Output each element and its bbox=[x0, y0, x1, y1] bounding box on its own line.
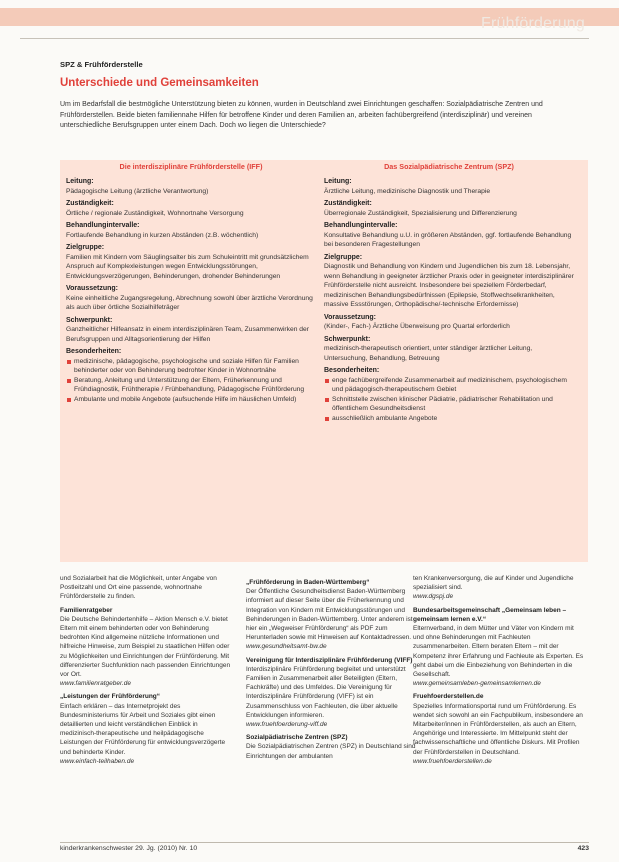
page-footer bbox=[60, 845, 589, 857]
resource-column-2 bbox=[246, 574, 421, 761]
section-title: Frühförderung bbox=[481, 15, 585, 32]
section-heading: Leitung: bbox=[324, 178, 352, 185]
comparison-column-iff bbox=[66, 160, 316, 404]
bullet-item: enge fachübergreifende Zusammenarbeit auf medizinischem, psychologischem und pädagogisch-therapeutischem Gebiet bbox=[324, 376, 574, 395]
article-headline: Unterschiede und Gemeinsamkeiten bbox=[60, 77, 259, 89]
resource-heading: Vereinigung für Interdisziplinäre Frühförderung (VIFF) bbox=[246, 656, 413, 664]
comparison-section bbox=[324, 199, 574, 218]
section-text: Familien mit Kindern vom Säuglingsalter bis zum Schuleintritt mit grundsätzlichem Anspruch auf Komplexleistungen wegen Entwicklungsstörungen, Entwicklungsverzögerungen, Behinderungen, drohender Behinderungen bbox=[66, 253, 309, 280]
article-intro: Um im Bedarfsfall die bestmögliche Unterstützung bieten zu können, wurden in Deutschland zwei Einrichtungen geschaffen: Sozialpädiatrische Zentren und Frühförderstellen. Beide bieten familiennahe Hilfen für betroffene Kinder und deren Familien an, arbeiten fachübergreifend (interdisziplinär) und vereinen unterschiedliche Berufsgruppen unter einem Dach. Doch wo liegen die Unterschiede? bbox=[60, 101, 543, 129]
resource-url[interactable]: www.gemeinsamleben-gemeinsamlernen.de bbox=[413, 680, 541, 688]
resource-text: Elternverband, in dem Mütter und Väter von Kindern mit und ohne Behinderungen mit Fachleuten zusammenarbeiten. Eltern beraten Eltern – mit der Kompetenz ihrer Erfahrung und Fachleute als Experten. Es geht dabei um die Einbeziehung von Behinderten in die Gesellschaft. bbox=[413, 625, 584, 679]
column-title: Das Sozialpädiatrische Zentrum (SPZ) bbox=[384, 162, 514, 171]
resource-column-1 bbox=[60, 574, 235, 766]
comparison-section bbox=[66, 243, 316, 281]
article-kicker: SPZ & Frühförderstelle bbox=[60, 60, 143, 69]
comparison-section bbox=[324, 221, 574, 250]
resource-text: Interdisziplinäre Frühförderung begleitet und unterstützt Familien in Zusammenarbeit aller Beteiligten (Eltern, Fachkräfte) und des Umfeldes. Die Vereinigung für Interdisziplinäre Frühförderung (VIFF) ist ein Zusammenschluss von Fachleuten, die über aktuelle Entwicklungen informieren. bbox=[246, 665, 406, 719]
resource-url[interactable]: www.gesundheitsamt-bw.de bbox=[246, 643, 327, 651]
section-header bbox=[0, 8, 619, 32]
resource-url[interactable]: www.dgspj.de bbox=[413, 593, 454, 601]
section-heading: Voraussetzung: bbox=[324, 313, 376, 321]
footer-rule bbox=[60, 842, 589, 843]
resource-heading: Familienratgeber bbox=[60, 606, 113, 614]
comparison-section bbox=[66, 221, 316, 240]
bullet-list bbox=[66, 357, 316, 405]
resource-heading: Sozialpädiatrische Zentren (SPZ) bbox=[246, 734, 348, 742]
resource-text: und Sozialarbeit hat die Möglichkeit, unter Angabe von Postleitzahl und Ort eine passende, wohnortnahe Frühförderstelle zu finden. bbox=[60, 575, 217, 601]
resource-url[interactable]: www.familienratgeber.de bbox=[60, 680, 131, 688]
comparison-box bbox=[60, 160, 588, 562]
section-heading: Zuständigkeit: bbox=[324, 200, 372, 207]
bullet-list bbox=[324, 376, 574, 424]
resource-text: Der Öffentliche Gesundheitsdienst Baden-Württemberg informiert auf dieser Seite über die Früherkennung und Integration von Kindern mit Entwicklungsstörungen und Behinderungen in Baden-Württemberg. Unter anderem ist hier ein „Wegweiser Frühförderung“ als PDF zum Herunterladen sowie mit Hinweisen auf Kontaktadressen. bbox=[246, 588, 413, 642]
resource-heading: Bundesarbeitsgemeinschaft „Gemeinsam leben – gemeinsam lernen e.V.“ bbox=[413, 606, 567, 623]
comparison-section bbox=[324, 313, 574, 332]
section-heading: Besonderheiten: bbox=[66, 348, 122, 355]
section-heading: Schwerpunkt: bbox=[324, 335, 371, 343]
resource-text: Spezielles Informationsportal rund um Frühförderung. Es wendet sich sowohl an ein Fachpublikum, insbesondere an Mitarbeiter/innen in Frühförderstellen, als auch an Eltern, Angehörige und Interessierte. Im Mittelpunkt steht der fachwissenschaftliche und öffentliche Diskurs. Mit Profilen der Frühförderstellen in Deutschland. bbox=[413, 702, 583, 756]
section-heading: Voraussetzung: bbox=[66, 285, 118, 292]
comparison-section bbox=[66, 177, 316, 196]
bullet-item: Ambulante und mobile Angebote (aufsuchende Hilfe im häuslichen Umfeld) bbox=[66, 395, 316, 405]
resource-url[interactable]: www.fruehfoerderstellen.de bbox=[413, 757, 492, 765]
comparison-section bbox=[324, 177, 574, 196]
section-text: (Kinder-, Fach-) Ärztliche Überweisung pro Quartal erforderlich bbox=[324, 323, 510, 330]
section-text: Fortlaufende Behandlung in kurzen Abständen (z.B. wöchentlich) bbox=[66, 231, 259, 239]
comparison-section bbox=[324, 366, 574, 423]
section-heading: Leitung: bbox=[66, 178, 94, 185]
comparison-section bbox=[66, 347, 316, 404]
section-heading: Besonderheiten: bbox=[324, 367, 380, 374]
comparison-section bbox=[324, 253, 574, 310]
section-text: Diagnostik und Behandlung von Kindern und Jugendlichen bis zum 18. Lebensjahr, wenn Behandlung in geeigneter ärztlicher Praxis oder in geeigneter interdisziplinärer Frühförderstelle nicht ausreicht. Insbesondere bei speziellem Förderbedarf, medizinischen Behandlungsbedürfnissen (Epilepsie, Stoffwechselkrankheiten, massive Essstörungen, Orthopädische/-technische Erfordernisse) bbox=[324, 263, 574, 308]
section-heading: Behandlungintervalle: bbox=[324, 222, 398, 229]
resource-text: Die Sozialpädiatrischen Zentren (SPZ) in Deutschland sind Einrichtungen der ambulanten bbox=[246, 743, 416, 760]
resource-heading: „Frühförderung in Baden-Württemberg“ bbox=[246, 579, 370, 586]
comparison-column-spz bbox=[324, 160, 574, 423]
section-text: Ganzheitlicher Hilfeansatz in einem interdisziplinären Team, Zusammenwirken der Berufsgruppen und Alltagsorientierung der Hilfen bbox=[66, 326, 309, 343]
comparison-section bbox=[66, 199, 316, 218]
section-heading: Zielgruppe: bbox=[66, 244, 105, 251]
resource-text: Einfach erklären – das Internetprojekt des Bundesministeriums für Arbeit und Soziales gibt einen detaillierten und leicht verständlichen Einblick in medizinisch-therapeutische und heilpädagogische Leistungen der Frühförderung für entwicklungsverzögerte und behinderte Kinder. bbox=[60, 702, 226, 756]
resource-text: Die Deutsche Behindertenhilfe – Aktion Mensch e.V. bietet Eltern mit einem behinderten oder von Behinderung bedrohten Kind allgemeine nützliche Informationen und hilfreiche Hinweise, zum Beispiel zu staatlichen Hilfen oder zu Möglichkeiten und Einrichtungen der Frühförderung. Mit differenzierter Suchfunktion nach passenden Einrichtungen vor Ort. bbox=[60, 615, 231, 679]
section-text: Konsultative Behandlung u.U. in größeren Abständen, ggf. fortlaufende Behandlung bei besonderen Fragestellungen bbox=[324, 231, 572, 248]
bullet-item: medizinische, pädagogische, psychologische und soziale Hilfen für Familien behinderter oder von Behinderung bedrohter Kinder in Wohnortnähe bbox=[66, 357, 316, 376]
page-number: 423 bbox=[577, 845, 589, 852]
section-text: Überregionale Zuständigkeit, Spezialisierung und Differenzierung bbox=[324, 209, 517, 217]
resource-column-3 bbox=[413, 574, 585, 766]
resource-url[interactable]: www.fruehfoerderung-viff.de bbox=[246, 721, 328, 729]
resource-url[interactable]: www.einfach-teilhaben.de bbox=[60, 757, 135, 765]
bullet-item: Beratung, Anleitung und Unterstützung der Eltern, Früherkennung und Frühdiagnostik, Frühtherapie / Frühbehandlung, Pädagogische Frühförderung bbox=[66, 376, 316, 395]
resource-text: ten Krankenversorgung, die auf Kinder und Jugendliche spezialisiert sind. bbox=[413, 575, 574, 592]
comparison-section bbox=[66, 284, 316, 313]
comparison-section bbox=[324, 335, 574, 364]
section-heading: Schwerpunkt: bbox=[66, 316, 113, 324]
bullet-item: ausschließlich ambulante Angebote bbox=[324, 414, 574, 424]
section-text: Ärztliche Leitung, medizinische Diagnostik und Therapie bbox=[324, 187, 491, 195]
section-heading: Behandlungintervalle: bbox=[66, 222, 140, 229]
section-text: Örtliche / regionale Zuständigkeit, Wohnortnahe Versorgung bbox=[66, 209, 244, 217]
section-text: Pädagogische Leitung (ärztliche Verantwortung) bbox=[66, 187, 209, 195]
section-heading: Zielgruppe: bbox=[324, 253, 363, 261]
resource-heading: Fruehfoerderstellen.de bbox=[413, 693, 484, 701]
section-text: medizinisch-therapeutisch orientiert, unter ständiger ärztlicher Leitung, Untersuchung, Behandlung, Betreuung bbox=[324, 345, 533, 362]
comparison-section bbox=[66, 316, 316, 345]
section-heading: Zuständigkeit: bbox=[66, 200, 114, 207]
footer-journal: kinderkrankenschwester 29. Jg. (2010) Nr. 10 bbox=[60, 845, 198, 852]
bullet-item: Schnittstelle zwischen klinischer Pädiatrie, pädiatrischer Rehabilitation und öffentlichem Gesundheitsdienst bbox=[324, 395, 574, 414]
column-title: Die interdisziplinäre Frühförderstelle (IFF) bbox=[119, 162, 263, 171]
resource-heading: „Leistungen der Frühförderung“ bbox=[60, 693, 161, 701]
section-text: Keine einheitliche Zugangsregelung, Abrechnung sowohl über ärztliche Verordnung als auch über örtliche Sozialhilfeträger bbox=[66, 294, 313, 311]
